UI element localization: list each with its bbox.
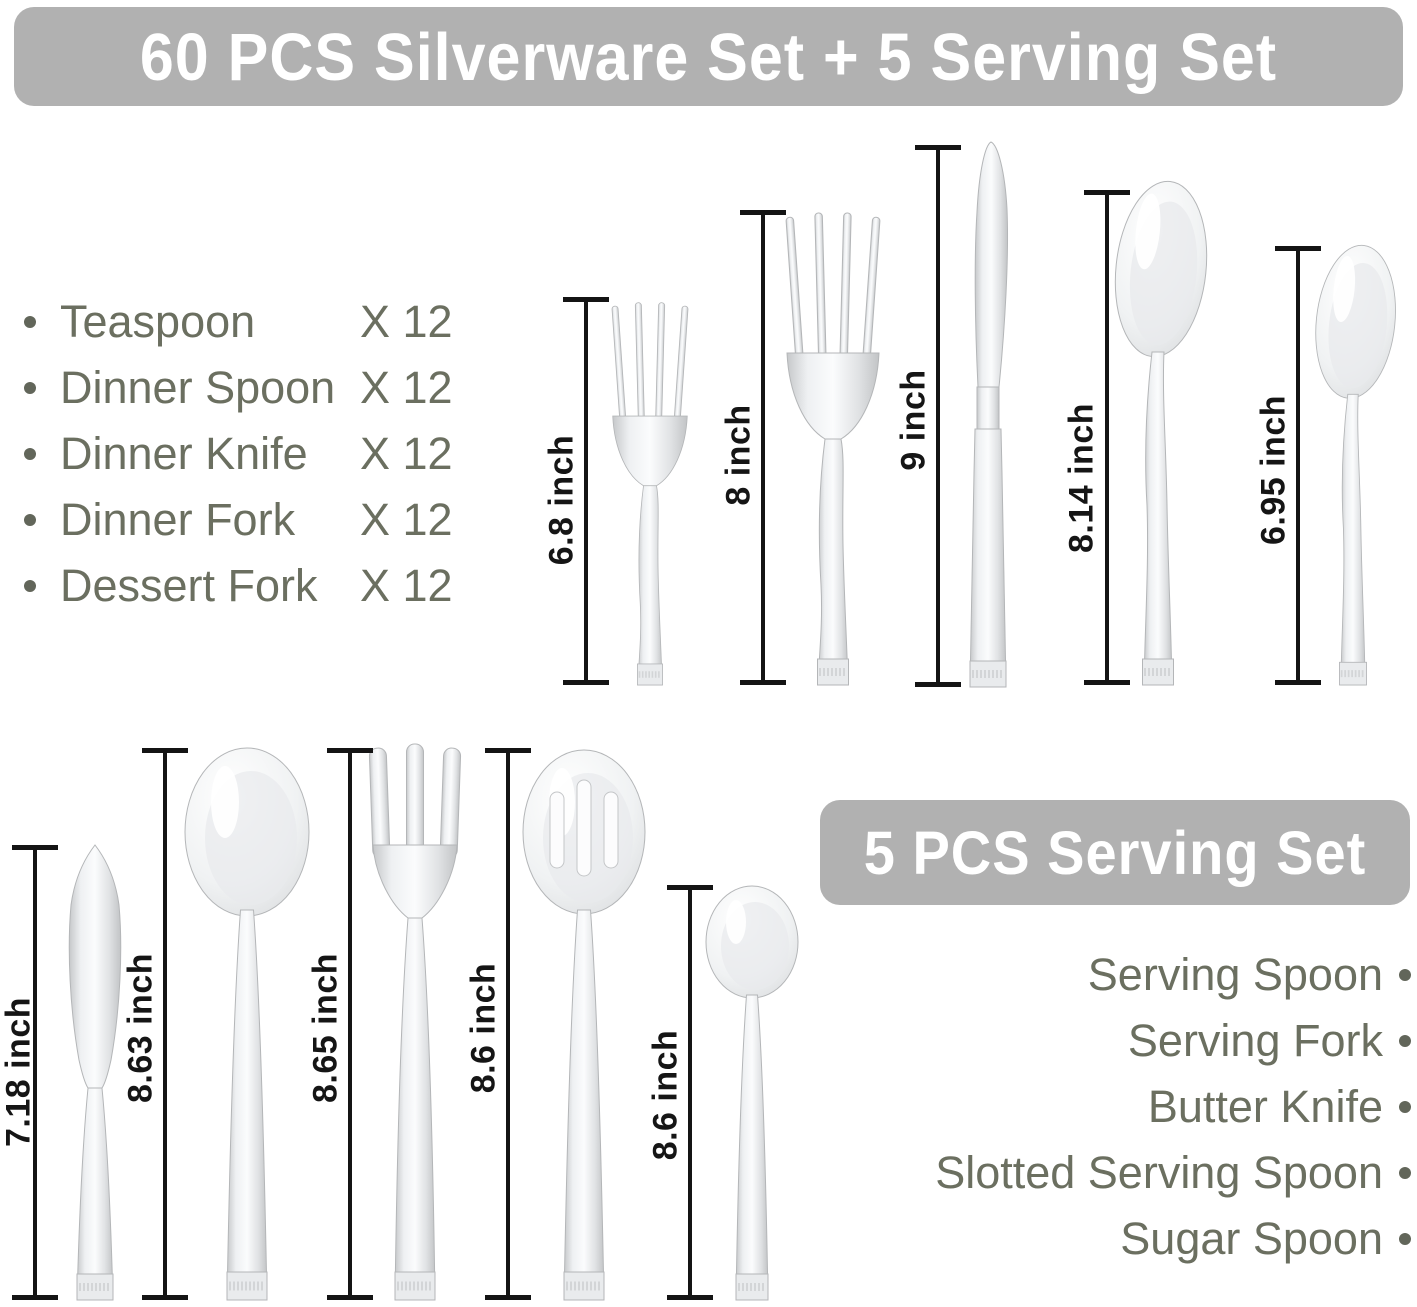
- bullet-icon: [1399, 1233, 1411, 1245]
- item-label: Dessert Fork: [60, 560, 318, 611]
- item-label: Dinner Spoon: [60, 362, 336, 413]
- dimension-line-serving-fork: [348, 748, 352, 1300]
- dessert-fork-image: [612, 303, 688, 685]
- dimension-label-dinner-spoon: 8.14 inch: [1062, 402, 1101, 554]
- item-label: Serving Spoon: [1087, 949, 1383, 1000]
- list-item: [935, 1008, 1413, 1074]
- item-quantity: X 12: [360, 362, 453, 413]
- item-label: Teaspoon: [60, 296, 256, 347]
- dimension-line-serving-spoon: [163, 748, 167, 1300]
- list-item: [935, 1206, 1413, 1272]
- dimension-line-dinner-spoon: [1105, 190, 1109, 685]
- dimension-line-slotted-serving-spoon: [506, 748, 510, 1300]
- dinner-set-list: [20, 289, 500, 619]
- dimension-label-dessert-fork: 6.8 inch: [542, 434, 581, 566]
- list-item: [20, 487, 500, 553]
- item-quantity: X 12: [360, 560, 453, 611]
- list-item: [20, 289, 500, 355]
- item-quantity: X 12: [360, 428, 453, 479]
- bullet-icon: [1399, 969, 1411, 981]
- item-label: Dinner Fork: [60, 494, 296, 545]
- dinner-knife-image: [970, 142, 1008, 687]
- item-quantity: X 12: [360, 296, 453, 347]
- item-label: Dinner Knife: [60, 428, 308, 479]
- list-item: [20, 421, 500, 487]
- teaspoon-image: [1309, 241, 1403, 685]
- bullet-icon: [1399, 1035, 1411, 1047]
- dimension-line-teaspoon: [1296, 246, 1300, 685]
- list-item: [20, 553, 500, 619]
- bullet-icon: [24, 580, 36, 592]
- item-label: Sugar Spoon: [1120, 1213, 1383, 1264]
- bullet-icon: [24, 316, 36, 328]
- slotted-serving-spoon-image: [523, 750, 645, 1300]
- dimension-line-dinner-fork: [761, 210, 765, 685]
- item-quantity: X 12: [360, 494, 453, 545]
- list-item: [935, 1074, 1413, 1140]
- dimension-label-serving-spoon: 8.63 inch: [121, 952, 160, 1104]
- dimension-label-teaspoon: 6.95 inch: [1254, 394, 1293, 546]
- serving-fork-image: [369, 744, 461, 1300]
- list-item: [935, 942, 1413, 1008]
- bullet-icon: [24, 448, 36, 460]
- dimension-label-butter-knife: 7.18 inch: [0, 996, 38, 1148]
- item-label: Serving Fork: [1127, 1015, 1383, 1066]
- bullet-icon: [24, 514, 36, 526]
- dimension-line-dinner-knife: [936, 145, 940, 687]
- item-label: Butter Knife: [1147, 1081, 1383, 1132]
- dimension-label-serving-fork: 8.65 inch: [306, 952, 345, 1104]
- dimension-label-dinner-knife: 9 inch: [894, 369, 933, 471]
- title-banner-text: 60 PCS Silverware Set + 5 Serving Set: [139, 19, 1278, 94]
- bullet-icon: [1399, 1167, 1411, 1179]
- list-item: [20, 355, 500, 421]
- bullet-icon: [24, 382, 36, 394]
- dimension-label-sugar-spoon: 8.6 inch: [646, 1029, 685, 1161]
- serving-spoon-image: [185, 748, 309, 1300]
- sugar-spoon-image: [706, 886, 798, 1300]
- serving-set-banner: [820, 800, 1410, 905]
- bullet-icon: [1399, 1101, 1411, 1113]
- butter-knife-image: [69, 845, 120, 1300]
- list-item: [935, 1140, 1413, 1206]
- dimension-label-slotted-serving-spoon: 8.6 inch: [464, 962, 503, 1094]
- serving-set-banner-text: 5 PCS Serving Set: [863, 817, 1367, 888]
- dimension-label-dinner-fork: 8 inch: [719, 404, 758, 506]
- dinner-spoon-image: [1107, 177, 1215, 685]
- dinner-fork-image: [786, 213, 880, 685]
- dimension-line-dessert-fork: [584, 297, 588, 685]
- serving-set-list: [935, 942, 1413, 1272]
- dimension-line-sugar-spoon: [688, 885, 692, 1300]
- item-label: Slotted Serving Spoon: [935, 1147, 1383, 1198]
